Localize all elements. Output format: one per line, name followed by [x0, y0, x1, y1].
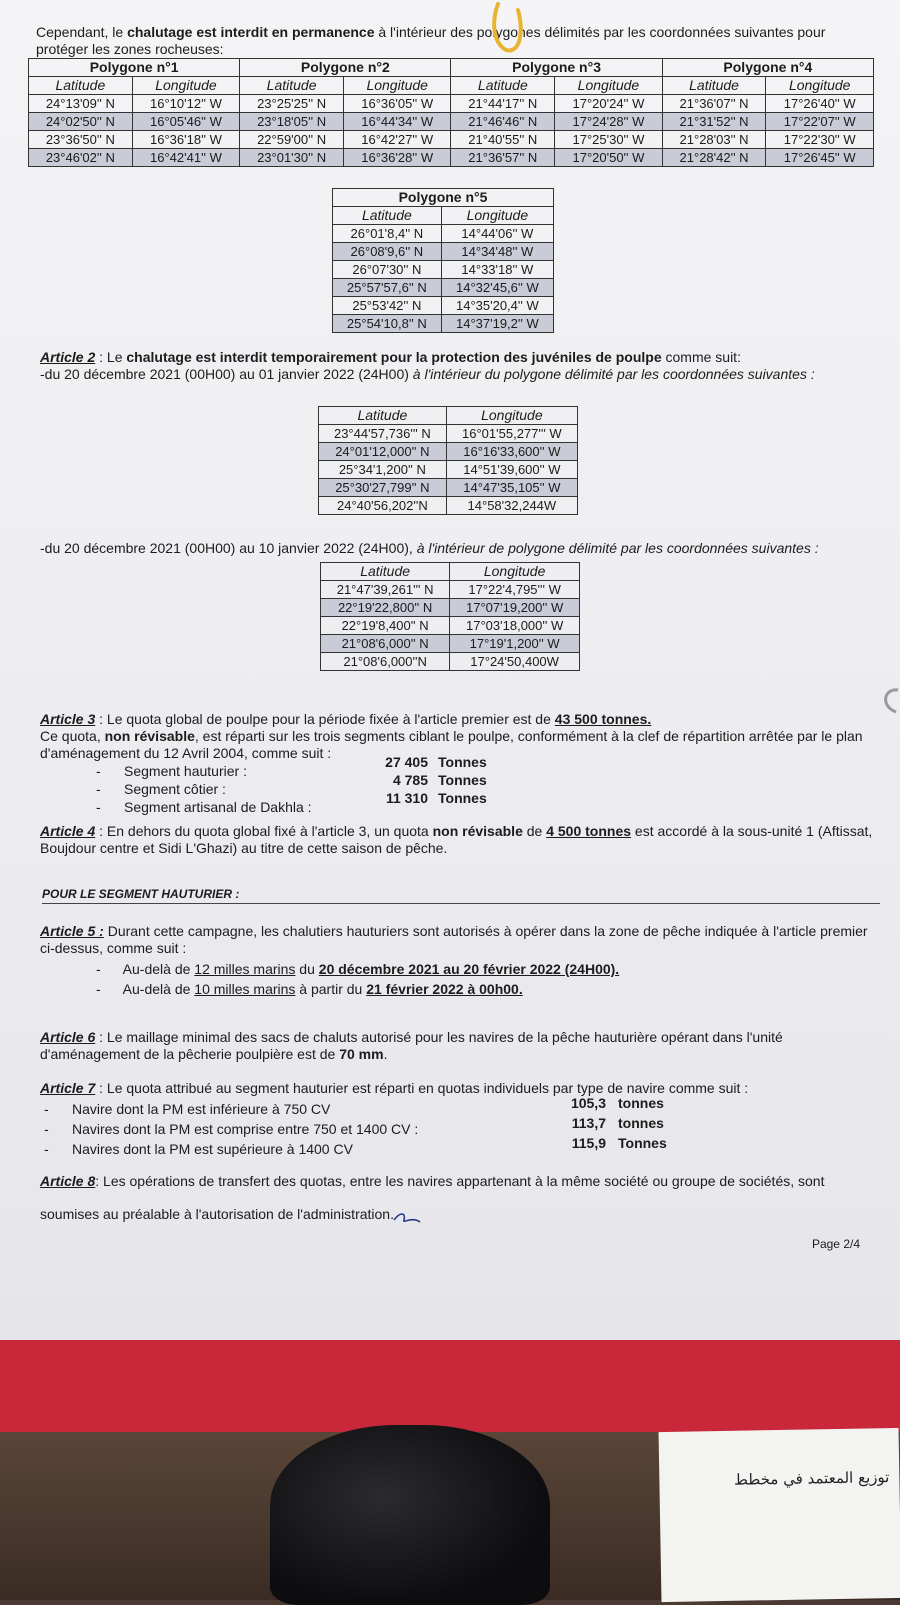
table-row: [333, 261, 554, 279]
article-5-line-1: Article 5 : Durant cette campagne, les chalutiers hauturiers sont autorisés à opérer dans la zone de pêche indiquée à l'article premier: [40, 923, 868, 939]
intro-line: Cependant, le chalutage est interdit en permanence à l'intérieur des polygones délimités par les coordonnées suivantes pour: [36, 24, 826, 40]
latitude-cell: 24°01'12,000'' N: [319, 443, 447, 461]
longitude-cell: 16°42'41'' W: [132, 149, 240, 167]
table-row: [321, 599, 580, 617]
handwritten-note: [659, 1428, 900, 1602]
article-2-heading: Article 2 : Le chalutage est interdit temporairement pour la protection des juvéniles de poulpe comme suit:: [40, 349, 741, 365]
table-row: [333, 297, 554, 315]
list-bullet: -: [44, 1121, 49, 1137]
longitude-cell: 14°32'45,6'' W: [441, 279, 553, 297]
table-row: [319, 497, 578, 515]
article-7-line-1: Article 7 : Le quota attribué au segment hauturier est réparti en quotas individuels par type de navire comme suit :: [40, 1080, 749, 1096]
longitude-cell: 14°33'18'' W: [441, 261, 553, 279]
longitude-cell: 17°25'30'' W: [555, 131, 663, 149]
longitude-cell: 17°03'18,000'' W: [450, 617, 580, 635]
page-number: Page 2/4: [811, 1237, 860, 1251]
article-5-line-2: ci-dessus, comme suit :: [40, 940, 187, 956]
paper-clip-icon: [488, 2, 528, 54]
longitude-cell: 16°36'18'' W: [132, 131, 240, 149]
column-header-longitude: Longitude: [555, 77, 663, 95]
article-6-line-2: d'aménagement de la pêcherie poulpière est de 70 mm.: [40, 1046, 388, 1062]
list-bullet: -: [96, 763, 101, 779]
latitude-cell: 23°36'50'' N: [29, 131, 133, 149]
article-3-line-1: Article 3 : Le quota global de poulpe pour la période fixée à l'article premier est de 43 500 tonnes.: [40, 711, 652, 727]
latitude-cell: 22°59'00'' N: [240, 131, 344, 149]
longitude-cell: 16°10'12'' W: [132, 95, 240, 113]
column-header-latitude: Latitude: [451, 77, 555, 95]
quota-unit: Tonnes: [438, 772, 487, 788]
longitude-cell: 16°01'55,277''' W: [446, 425, 577, 443]
quota-value: 11 310: [385, 790, 428, 806]
latitude-cell: 23°01'30'' N: [240, 149, 344, 167]
quota-unit: tonnes: [618, 1115, 664, 1131]
table-row: [319, 461, 578, 479]
longitude-cell: 14°37'19,2'' W: [441, 315, 553, 333]
latitude-cell: 23°44'57,736''' N: [319, 425, 447, 443]
quota-label: Navire dont la PM est inférieure à 750 CV: [72, 1101, 331, 1117]
quota-unit: Tonnes: [438, 754, 487, 770]
polygon-title: Polygone n°1: [29, 59, 240, 77]
latitude-cell: 21°36'07'' N: [662, 95, 766, 113]
latitude-cell: 23°46'02'' N: [29, 149, 133, 167]
latitude-cell: 21°40'55'' N: [451, 131, 555, 149]
quota-label: Navires dont la PM est supérieure à 1400 CV: [72, 1141, 353, 1157]
longitude-cell: 17°26'45'' W: [766, 149, 874, 167]
article-4-line-1: Article 4 : En dehors du quota global fixé à l'article 3, un quota non révisable de 4 500 tonnes est accordé à la sous-unité 1 (Aftissat,: [40, 823, 873, 839]
latitude-cell: 22°19'8,400'' N: [321, 617, 450, 635]
list-bullet: -: [44, 1141, 49, 1157]
article-6-line-1: Article 6 : Le maillage minimal des sacs de chaluts autorisé pour les navires de la pêche hauturière opérant dans l'unité: [40, 1029, 783, 1045]
column-header-longitude: Longitude: [766, 77, 874, 95]
latitude-cell: 24°40'56,202''N: [319, 497, 447, 515]
table-row: [333, 225, 554, 243]
section-divider: [42, 903, 880, 904]
red-folder: [0, 1340, 900, 1432]
table-row: [321, 635, 580, 653]
article-2-polygon-2-table: [320, 562, 580, 671]
polygon-title: Polygone n°2: [240, 59, 451, 77]
quota-value: 113,7: [571, 1115, 606, 1131]
quota-value: 115,9: [571, 1135, 606, 1151]
latitude-cell: 25°54'10,8'' N: [333, 315, 442, 333]
latitude-cell: 21°44'17'' N: [451, 95, 555, 113]
latitude-cell: 24°02'50'' N: [29, 113, 133, 131]
longitude-cell: 14°34'48'' W: [441, 243, 553, 261]
column-header-latitude: Latitude: [240, 77, 344, 95]
longitude-cell: 17°22'30'' W: [766, 131, 874, 149]
latitude-cell: 25°53'42'' N: [333, 297, 442, 315]
longitude-cell: 14°58'32,244W: [446, 497, 577, 515]
latitude-cell: 22°19'22,800'' N: [321, 599, 450, 617]
quota-value: 4 785: [392, 772, 428, 788]
longitude-cell: 14°44'06'' W: [441, 225, 553, 243]
article-2-polygon-1-table: [318, 406, 578, 515]
longitude-cell: 16°05'46'' W: [132, 113, 240, 131]
list-bullet: -: [96, 799, 101, 815]
latitude-cell: 21°28'42'' N: [662, 149, 766, 167]
longitude-cell: 16°36'28'' W: [343, 149, 451, 167]
table-row: [29, 149, 874, 167]
latitude-cell: 21°31'52'' N: [662, 113, 766, 131]
latitude-cell: 21°36'57'' N: [451, 149, 555, 167]
longitude-cell: 14°47'35,105'' W: [446, 479, 577, 497]
latitude-cell: 26°08'9,6'' N: [333, 243, 442, 261]
polygon-title: Polygone n°4: [662, 59, 873, 77]
table-row: [29, 131, 874, 149]
longitude-cell: 17°24'50,400W: [450, 653, 580, 671]
longitude-cell: 16°44'34'' W: [343, 113, 451, 131]
quota-label: Segment côtier :: [124, 781, 226, 797]
latitude-cell: 21°28'03'' N: [662, 131, 766, 149]
article-3-line-3: d'aménagement du 12 Avril 2004, comme suit :: [40, 745, 332, 761]
longitude-cell: 17°22'4,795''' W: [450, 581, 580, 599]
quota-unit: tonnes: [618, 1095, 664, 1111]
article-8-line-1: Article 8: Les opérations de transfert des quotas, entre les navires appartenant à la même société ou groupe de sociétés, sont: [40, 1173, 825, 1189]
longitude-cell: 17°22'07'' W: [766, 113, 874, 131]
table-row: [29, 113, 874, 131]
article-4-line-2: Boujdour centre et Sidi L'Ghazi) au titre de cette saison de pêche.: [40, 840, 448, 856]
longitude-cell: 17°20'50'' W: [555, 149, 663, 167]
quota-unit: Tonnes: [438, 790, 487, 806]
latitude-cell: 25°34'1,200'' N: [319, 461, 447, 479]
latitude-cell: 26°01'8,4'' N: [333, 225, 442, 243]
shoe: [270, 1425, 550, 1605]
column-header-latitude: Latitude: [319, 407, 447, 425]
longitude-cell: 16°42'27'' W: [343, 131, 451, 149]
table-row: [321, 617, 580, 635]
list-bullet: -: [44, 1101, 49, 1117]
list-bullet: -: [96, 781, 101, 797]
quota-label: Segment artisanal de Dakhla :: [124, 799, 312, 815]
column-header-longitude: Longitude: [132, 77, 240, 95]
longitude-cell: 17°19'1,200'' W: [450, 635, 580, 653]
column-header-longitude: Longitude: [343, 77, 451, 95]
paper-clip-edge-icon: [874, 686, 900, 716]
longitude-cell: 17°20'24'' W: [555, 95, 663, 113]
column-header-latitude: Latitude: [662, 77, 766, 95]
handwritten-mark: [392, 1210, 424, 1226]
longitude-cell: 16°36'05'' W: [343, 95, 451, 113]
column-header-latitude: Latitude: [333, 207, 442, 225]
latitude-cell: 25°30'27,799'' N: [319, 479, 447, 497]
article-5-item-1: - Au-delà de 12 milles marins du 20 décembre 2021 au 20 février 2022 (24H00).: [96, 961, 620, 977]
longitude-cell: 17°24'28'' W: [555, 113, 663, 131]
table-row: [333, 279, 554, 297]
polygon-title: Polygone n°5: [333, 189, 554, 207]
table-row: [319, 443, 578, 461]
polygon-title: Polygone n°3: [451, 59, 662, 77]
latitude-cell: 25°57'57,6'' N: [333, 279, 442, 297]
quota-label: Navires dont la PM est comprise entre 750 et 1400 CV :: [72, 1121, 419, 1137]
longitude-cell: 16°16'33,600'' W: [446, 443, 577, 461]
article-2-period-1: -du 20 décembre 2021 (00H00) au 01 janvier 2022 (24H00) à l'intérieur du polygone délimité par les coordonnées suivantes :: [40, 366, 815, 382]
longitude-cell: 14°51'39,600'' W: [446, 461, 577, 479]
quota-value: 105,3: [570, 1095, 606, 1111]
column-header-longitude: Longitude: [450, 563, 580, 581]
quota-label: Segment hauturier :: [124, 763, 247, 779]
latitude-cell: 24°13'09'' N: [29, 95, 133, 113]
article-3-line-2: Ce quota, non révisable, est réparti sur les trois segments ciblant le poulpe, conformément à la clef de répartition arrêtée par le plan: [40, 728, 863, 744]
column-header-longitude: Longitude: [441, 207, 553, 225]
latitude-cell: 26°07'30'' N: [333, 261, 442, 279]
polygon-5-table: [332, 188, 554, 333]
table-row: [319, 479, 578, 497]
table-row: [321, 581, 580, 599]
intro-line-2: protéger les zones rocheuses:: [36, 41, 224, 57]
polygons-1-4-table: [28, 58, 874, 167]
latitude-cell: 21°47'39,261''' N: [321, 581, 450, 599]
latitude-cell: 21°46'46'' N: [451, 113, 555, 131]
article-5-item-2: - Au-delà de 10 milles marins à partir du 21 février 2022 à 00h00.: [96, 981, 523, 997]
longitude-cell: 14°35'20,4'' W: [441, 297, 553, 315]
table-row: [321, 653, 580, 671]
article-8-line-2: soumises au préalable à l'autorisation de l'administration.: [40, 1206, 394, 1222]
latitude-cell: 23°25'25'' N: [240, 95, 344, 113]
longitude-cell: 17°26'40'' W: [766, 95, 874, 113]
longitude-cell: 17°07'19,200'' W: [450, 599, 580, 617]
table-row: [333, 315, 554, 333]
section-title: POUR LE SEGMENT HAUTURIER :: [42, 887, 240, 901]
table-row: [333, 243, 554, 261]
quota-value: 27 405: [385, 754, 428, 770]
table-row: [29, 95, 874, 113]
article-2-period-2: -du 20 décembre 2021 (00H00) au 10 janvier 2022 (24H00), à l'intérieur de polygone délimité par les coordonnées suivantes :: [40, 540, 819, 556]
latitude-cell: 21°08'6,000''N: [321, 653, 450, 671]
quota-unit: Tonnes: [618, 1135, 667, 1151]
column-header-latitude: Latitude: [321, 563, 450, 581]
arabic-note-text: توزيع المعتمد في مخطط: [733, 1468, 890, 1489]
table-row: [319, 425, 578, 443]
latitude-cell: 21°08'6,000'' N: [321, 635, 450, 653]
latitude-cell: 23°18'05'' N: [240, 113, 344, 131]
column-header-longitude: Longitude: [446, 407, 577, 425]
column-header-latitude: Latitude: [29, 77, 133, 95]
